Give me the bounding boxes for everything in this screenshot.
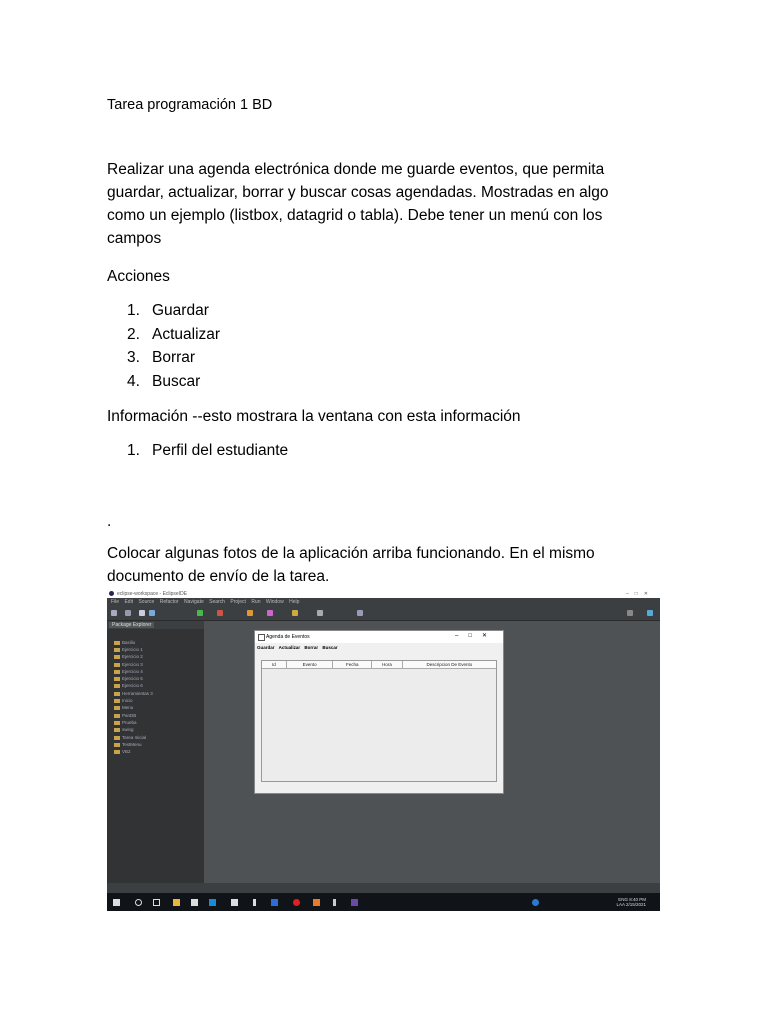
window-controls-icon[interactable]: –□✕ (455, 633, 497, 639)
project-item[interactable]: Ejercicio 3 (111, 661, 153, 668)
ide-statusbar (107, 883, 660, 893)
menu-navigate[interactable]: Navigate (184, 599, 204, 605)
ide-window-title: eclipse-workspace - EclipseIDE (117, 591, 188, 597)
project-item[interactable]: Herramientas 3 (111, 690, 153, 697)
project-item[interactable]: Ejercicio 2 (111, 654, 153, 661)
closing-paragraph: Colocar algunas fotos de la aplicación arriba funcionando. En el mismo documento de envío de la tarea. (107, 545, 595, 585)
project-item[interactable]: Menu (111, 705, 153, 712)
project-folder-icon (114, 684, 120, 688)
java-perspective-icon[interactable] (647, 610, 653, 616)
nav-back-icon[interactable] (357, 610, 363, 616)
list-item: 1. Guardar (127, 302, 209, 319)
ide-menubar (107, 598, 660, 606)
menu-run[interactable]: Run (251, 599, 261, 605)
project-folder-icon (114, 743, 120, 747)
column-header[interactable]: Evento (287, 661, 334, 668)
menu-window[interactable]: Window (265, 599, 284, 605)
project-list (111, 639, 153, 756)
table-header (262, 661, 496, 669)
user-icon[interactable] (532, 899, 539, 906)
list-item: 2. Actualizar (127, 325, 221, 343)
informacion-heading: Información --esto mostrara la ventana con esta información (107, 408, 521, 425)
menu-refactor[interactable]: Refactor (159, 599, 179, 605)
window-controls-icon: –□✕ (626, 591, 654, 597)
intro-paragraph: Realizar una agenda electrónica donde me guarde eventos, que permita guardar, actualizar, borrar y buscar cosas agendadas. Mostradas en algo como un ejemplo (listbox, datagrid o tabla). Debe tener un menú con los campos (107, 161, 609, 247)
search-icon[interactable] (135, 899, 142, 906)
terminal-icon[interactable] (149, 610, 155, 616)
project-folder-icon (114, 648, 120, 652)
project-item[interactable]: Basilio (111, 639, 153, 646)
project-folder-icon (114, 750, 120, 754)
project-item[interactable]: Inicio (111, 697, 153, 704)
ide-titlebar (107, 590, 660, 598)
agenda-titlebar (255, 631, 503, 643)
menu-file[interactable]: File (111, 599, 120, 605)
agenda-window (254, 630, 504, 794)
app-icon[interactable] (313, 899, 320, 906)
project-folder-icon (114, 692, 120, 696)
project-folder-icon (114, 714, 120, 718)
class-icon[interactable] (267, 610, 273, 616)
project-item[interactable]: TestMenu (111, 741, 153, 748)
package-icon[interactable] (247, 610, 253, 616)
project-folder-icon (114, 728, 120, 732)
project-item[interactable]: Prueba (111, 719, 153, 726)
file-explorer-icon[interactable] (173, 899, 180, 906)
project-item[interactable]: Ejercicio 5 (111, 675, 153, 682)
menu-project[interactable]: Project (230, 599, 246, 605)
column-header[interactable]: Descripcion De Evento (426, 662, 473, 667)
acciones-heading: Acciones (107, 268, 170, 285)
document-title: Tarea programación 1 BD (107, 97, 273, 113)
menu-guardar[interactable]: Guardar (257, 645, 275, 650)
dropbox-icon[interactable] (231, 899, 238, 906)
app-window-icon (258, 634, 265, 641)
column-header[interactable]: Id (262, 661, 287, 668)
project-folder-icon (114, 655, 120, 659)
stray-dot: . (107, 513, 112, 530)
menu-help[interactable]: Help (289, 599, 300, 605)
search-icon[interactable] (317, 610, 323, 616)
perspective-icon[interactable] (627, 610, 633, 616)
agenda-menubar (257, 645, 341, 651)
ide-toolbar (107, 606, 660, 621)
lightning-icon[interactable] (253, 899, 256, 906)
project-item[interactable]: Ejercicio 6 (111, 683, 153, 690)
menu-borrar[interactable]: Borrar (304, 645, 319, 650)
package-explorer-tab[interactable]: Package Explorer (107, 621, 204, 629)
windows-taskbar (107, 893, 660, 911)
project-folder-icon (114, 663, 120, 667)
eclipse-icon[interactable] (351, 899, 358, 906)
project-item[interactable]: Ejercicio 4 (111, 668, 153, 675)
project-folder-icon (114, 721, 120, 725)
list-item: 3. Borrar (127, 349, 196, 366)
informacion-list (127, 439, 288, 463)
print-icon[interactable] (139, 610, 145, 616)
windows-start-icon[interactable] (113, 899, 120, 906)
project-item[interactable]: swing (111, 727, 153, 734)
menu-edit[interactable]: Edit (124, 599, 134, 605)
opera-icon[interactable] (293, 899, 300, 906)
folder-icon[interactable] (292, 610, 298, 616)
agenda-title: Agenda de Eventos (266, 634, 310, 640)
embedded-screenshot (107, 590, 660, 911)
column-header[interactable]: Fecha (333, 661, 372, 668)
save-icon[interactable] (125, 610, 131, 616)
system-tray[interactable]: ENG 8:40 PM LAA 2/15/2021 (616, 897, 646, 907)
column-header[interactable]: Hora (372, 661, 403, 668)
acciones-list (127, 299, 220, 393)
project-item[interactable]: Tarea Inicial (111, 734, 153, 741)
debug-icon[interactable] (217, 610, 223, 616)
task-view-icon[interactable] (153, 899, 160, 906)
list-item: 1. Perfil del estudiante (127, 442, 289, 459)
store-icon[interactable] (191, 899, 198, 906)
project-item[interactable]: PanDB (111, 712, 153, 719)
app-icon[interactable] (333, 899, 336, 906)
new-icon[interactable] (111, 610, 117, 616)
word-icon[interactable] (271, 899, 278, 906)
mail-icon[interactable] (209, 899, 216, 906)
project-folder-icon (114, 677, 120, 681)
events-table[interactable] (261, 660, 497, 782)
project-item[interactable]: Ejercicio 1 (111, 646, 153, 653)
run-icon[interactable] (197, 610, 203, 616)
menu-source[interactable]: Source (138, 599, 155, 605)
project-item[interactable]: VB2 (111, 748, 153, 755)
project-folder-icon (114, 641, 120, 645)
project-folder-icon (114, 736, 120, 740)
project-folder-icon (114, 699, 120, 703)
eclipse-logo-icon (109, 591, 114, 596)
menu-actualizar[interactable]: Actualizar (278, 645, 301, 650)
project-folder-icon (114, 706, 120, 710)
list-item: 4. Buscar (127, 372, 201, 390)
menu-search[interactable]: Search (209, 599, 225, 605)
package-explorer (107, 621, 204, 883)
menu-buscar[interactable]: Buscar (322, 645, 338, 650)
project-folder-icon (114, 670, 120, 674)
